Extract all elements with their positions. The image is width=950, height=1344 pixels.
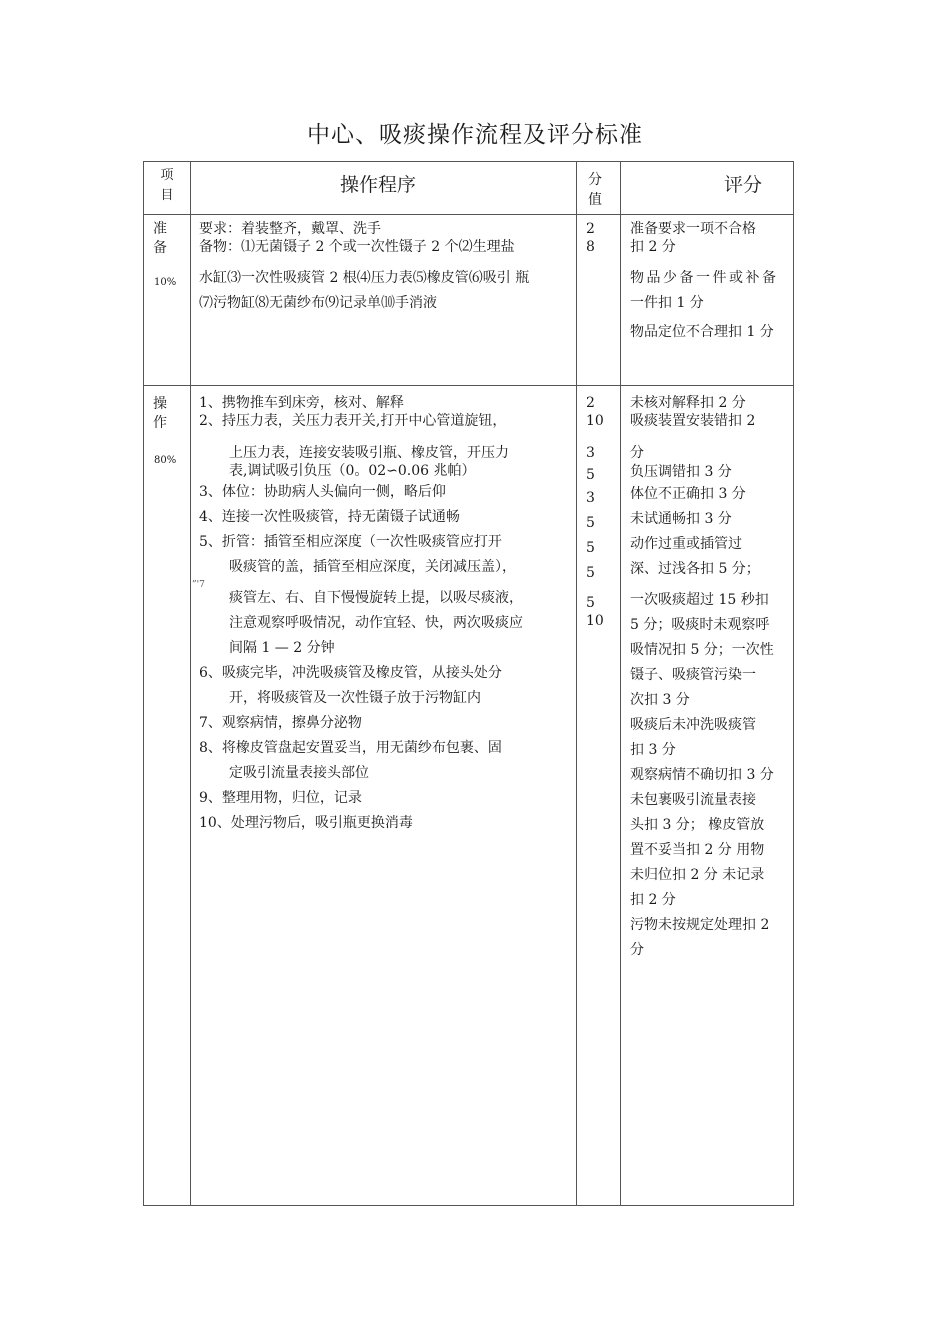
stray-mark: ”'7: [192, 580, 205, 590]
op-points-value: 5: [586, 467, 595, 483]
op-scoring-line: 头扣 3 分； 橡皮管放: [630, 817, 765, 833]
op-scoring-line: 吸痰装置安装错扣 2: [630, 413, 756, 429]
prep-points: [586, 220, 595, 256]
op-scoring-line: 次扣 3 分: [630, 692, 690, 708]
column-divider: [576, 162, 577, 1205]
prep-scoring: [630, 220, 792, 345]
op-scoring-line: 5 分；吸痰时未观察呼: [630, 617, 770, 633]
op-procedure-line: 上压力表，连接安装吸引瓶、橡皮管，开压力: [229, 445, 509, 461]
header-procedure: 操作程序: [340, 174, 417, 196]
op-points-value: 2: [586, 395, 595, 411]
op-percent: 80%: [154, 455, 177, 466]
column-divider: [620, 162, 621, 1205]
op-points-value: 5: [586, 515, 595, 531]
op-scoring-line: 观察病情不确切扣 3 分: [630, 767, 774, 783]
op-points-value: 5: [586, 540, 595, 556]
prep-procedure: [199, 220, 574, 316]
op-procedure-line: 10、处理污物后，吸引瓶更换消毒: [199, 815, 413, 831]
op-scoring-line: 未归位扣 2 分 未记录: [630, 867, 765, 883]
op-procedure-line: 痰管左、右、自下慢慢旋转上提，以吸尽痰液，: [229, 590, 523, 606]
op-scoring-line: 体位不正确扣 3 分: [630, 486, 746, 502]
op-scoring-line: 分: [630, 942, 644, 958]
prep-points-value: 8: [586, 239, 595, 255]
op-scoring-line: 污物未按规定处理扣 2: [630, 917, 770, 933]
op-scoring-line: 未核对解释扣 2 分: [630, 395, 746, 411]
scoring-table: [143, 161, 794, 1206]
row-divider: [144, 214, 793, 215]
prep-procedure-line: 要求：着装整齐，戴罩、洗手: [199, 221, 381, 237]
header-points-label: 分 值: [588, 172, 602, 208]
prep-scoring-line: 一件扣 1 分: [630, 295, 704, 311]
op-points-value: 10: [586, 613, 604, 629]
op-scoring-line: 置不妥当扣 2 分 用物: [630, 842, 765, 858]
header-item-label: 项 目: [160, 168, 174, 203]
op-procedure-line: 3、体位：协助病人头偏向一侧，略后仰: [199, 484, 446, 500]
op-scoring-line: 镊子、吸痰管污染一: [630, 667, 756, 683]
op-procedure-line: 间隔 1 — 2 分钟: [229, 640, 335, 656]
prep-scoring-line: 物品定位不合理扣 1 分: [630, 324, 774, 340]
op-procedure-line: 2、持压力表，关压力表开关,打开中心管道旋钮，: [199, 413, 507, 429]
op-procedure-line: 注意观察呼吸情况，动作宜轻、快，两次吸痰应: [229, 615, 523, 631]
column-divider: [190, 162, 191, 1205]
prep-scoring-line: 准备要求一项不合格: [630, 221, 756, 237]
header-scoring: 评分: [724, 174, 763, 196]
row-divider: [144, 385, 793, 386]
prep-procedure-line: 备物：⑴无菌镊子 2 个或一次性镊子 2 个⑵生理盐: [199, 239, 515, 255]
prep-procedure-line: 水缸⑶一次性吸痰管 2 根⑷压力表⑸橡皮管⑹吸引 瓶: [199, 270, 530, 286]
op-scoring-line: 分: [630, 445, 644, 461]
prep-scoring-line: 扣 2 分: [630, 239, 676, 255]
op-procedure-line: 9、整理用物，归位，记录: [199, 790, 362, 806]
op-procedure-line: 4、连接一次性吸痰管，持无菌镊子试通畅: [199, 509, 460, 525]
op-points-value: 3: [586, 445, 595, 461]
op-procedure-line: 吸痰管的盖，插管至相应深度，关闭减压盖），: [229, 559, 516, 575]
op-points: [586, 394, 604, 630]
prep-item: [153, 220, 181, 258]
op-points-value: 5: [586, 565, 595, 581]
op-points-value: 10: [586, 413, 604, 429]
op-scoring-line: 深、过浅各扣 5 分；: [630, 561, 760, 577]
op-scoring-line: 扣 2 分: [630, 892, 676, 908]
op-procedure-line: 5、折管：插管至相应深度（一次性吸痰管应打开: [199, 534, 502, 550]
op-scoring-line: 动作过重或插管过: [630, 536, 742, 552]
op-points-value: 5: [586, 595, 595, 611]
prep-procedure-line: ⑺污物缸⑻无菌纱布⑼记录单⑽手消液: [199, 295, 437, 311]
prep-percent: 10%: [154, 277, 177, 288]
op-points-value: 3: [586, 490, 595, 506]
op-procedure: [199, 394, 574, 836]
op-procedure-line: 1、携物推车到床旁，核对、解释: [199, 395, 404, 411]
header-item: [144, 166, 184, 206]
op-procedure-line: 开，将吸痰管及一次性镊子放于污物缸内: [229, 690, 481, 706]
page-title: 中心、吸痰操作流程及评分标准: [307, 122, 643, 148]
prep-points-value: 2: [586, 221, 595, 237]
prep-scoring-line: 物品少备一件或补备: [630, 270, 779, 286]
op-scoring-line: 未包裹吸引流量表接: [630, 792, 756, 808]
op-procedure-line: 8、将橡皮管盘起安置妥当，用无菌纱布包裹、固: [199, 740, 502, 756]
op-scoring-line: 一次吸痰超过 15 秒扣: [630, 592, 769, 608]
op-scoring-line: 吸情况扣 5 分；一次性: [630, 642, 774, 658]
op-scoring-line: 未试通畅扣 3 分: [630, 511, 732, 527]
prep-item-label: 准 备: [153, 221, 167, 256]
op-procedure-line: 6、吸痰完毕，冲洗吸痰管及橡皮管，从接头处分: [199, 665, 502, 681]
op-scoring-line: 吸痰后未冲洗吸痰管: [630, 717, 756, 733]
op-procedure-line: 表,调试吸引负压（0。02∽0.06 兆帕）: [229, 463, 476, 479]
op-procedure-line: 7、观察病情，擦鼻分泌物: [199, 715, 362, 731]
header-points: [584, 170, 606, 210]
op-scoring: [630, 394, 792, 963]
op-procedure-line: 定吸引流量表接头部位: [229, 765, 369, 781]
op-item: [153, 395, 181, 433]
op-scoring-line: 负压调错扣 3 分: [630, 464, 732, 480]
op-scoring-line: 扣 3 分: [630, 742, 676, 758]
op-item-label: 操 作: [153, 396, 167, 431]
